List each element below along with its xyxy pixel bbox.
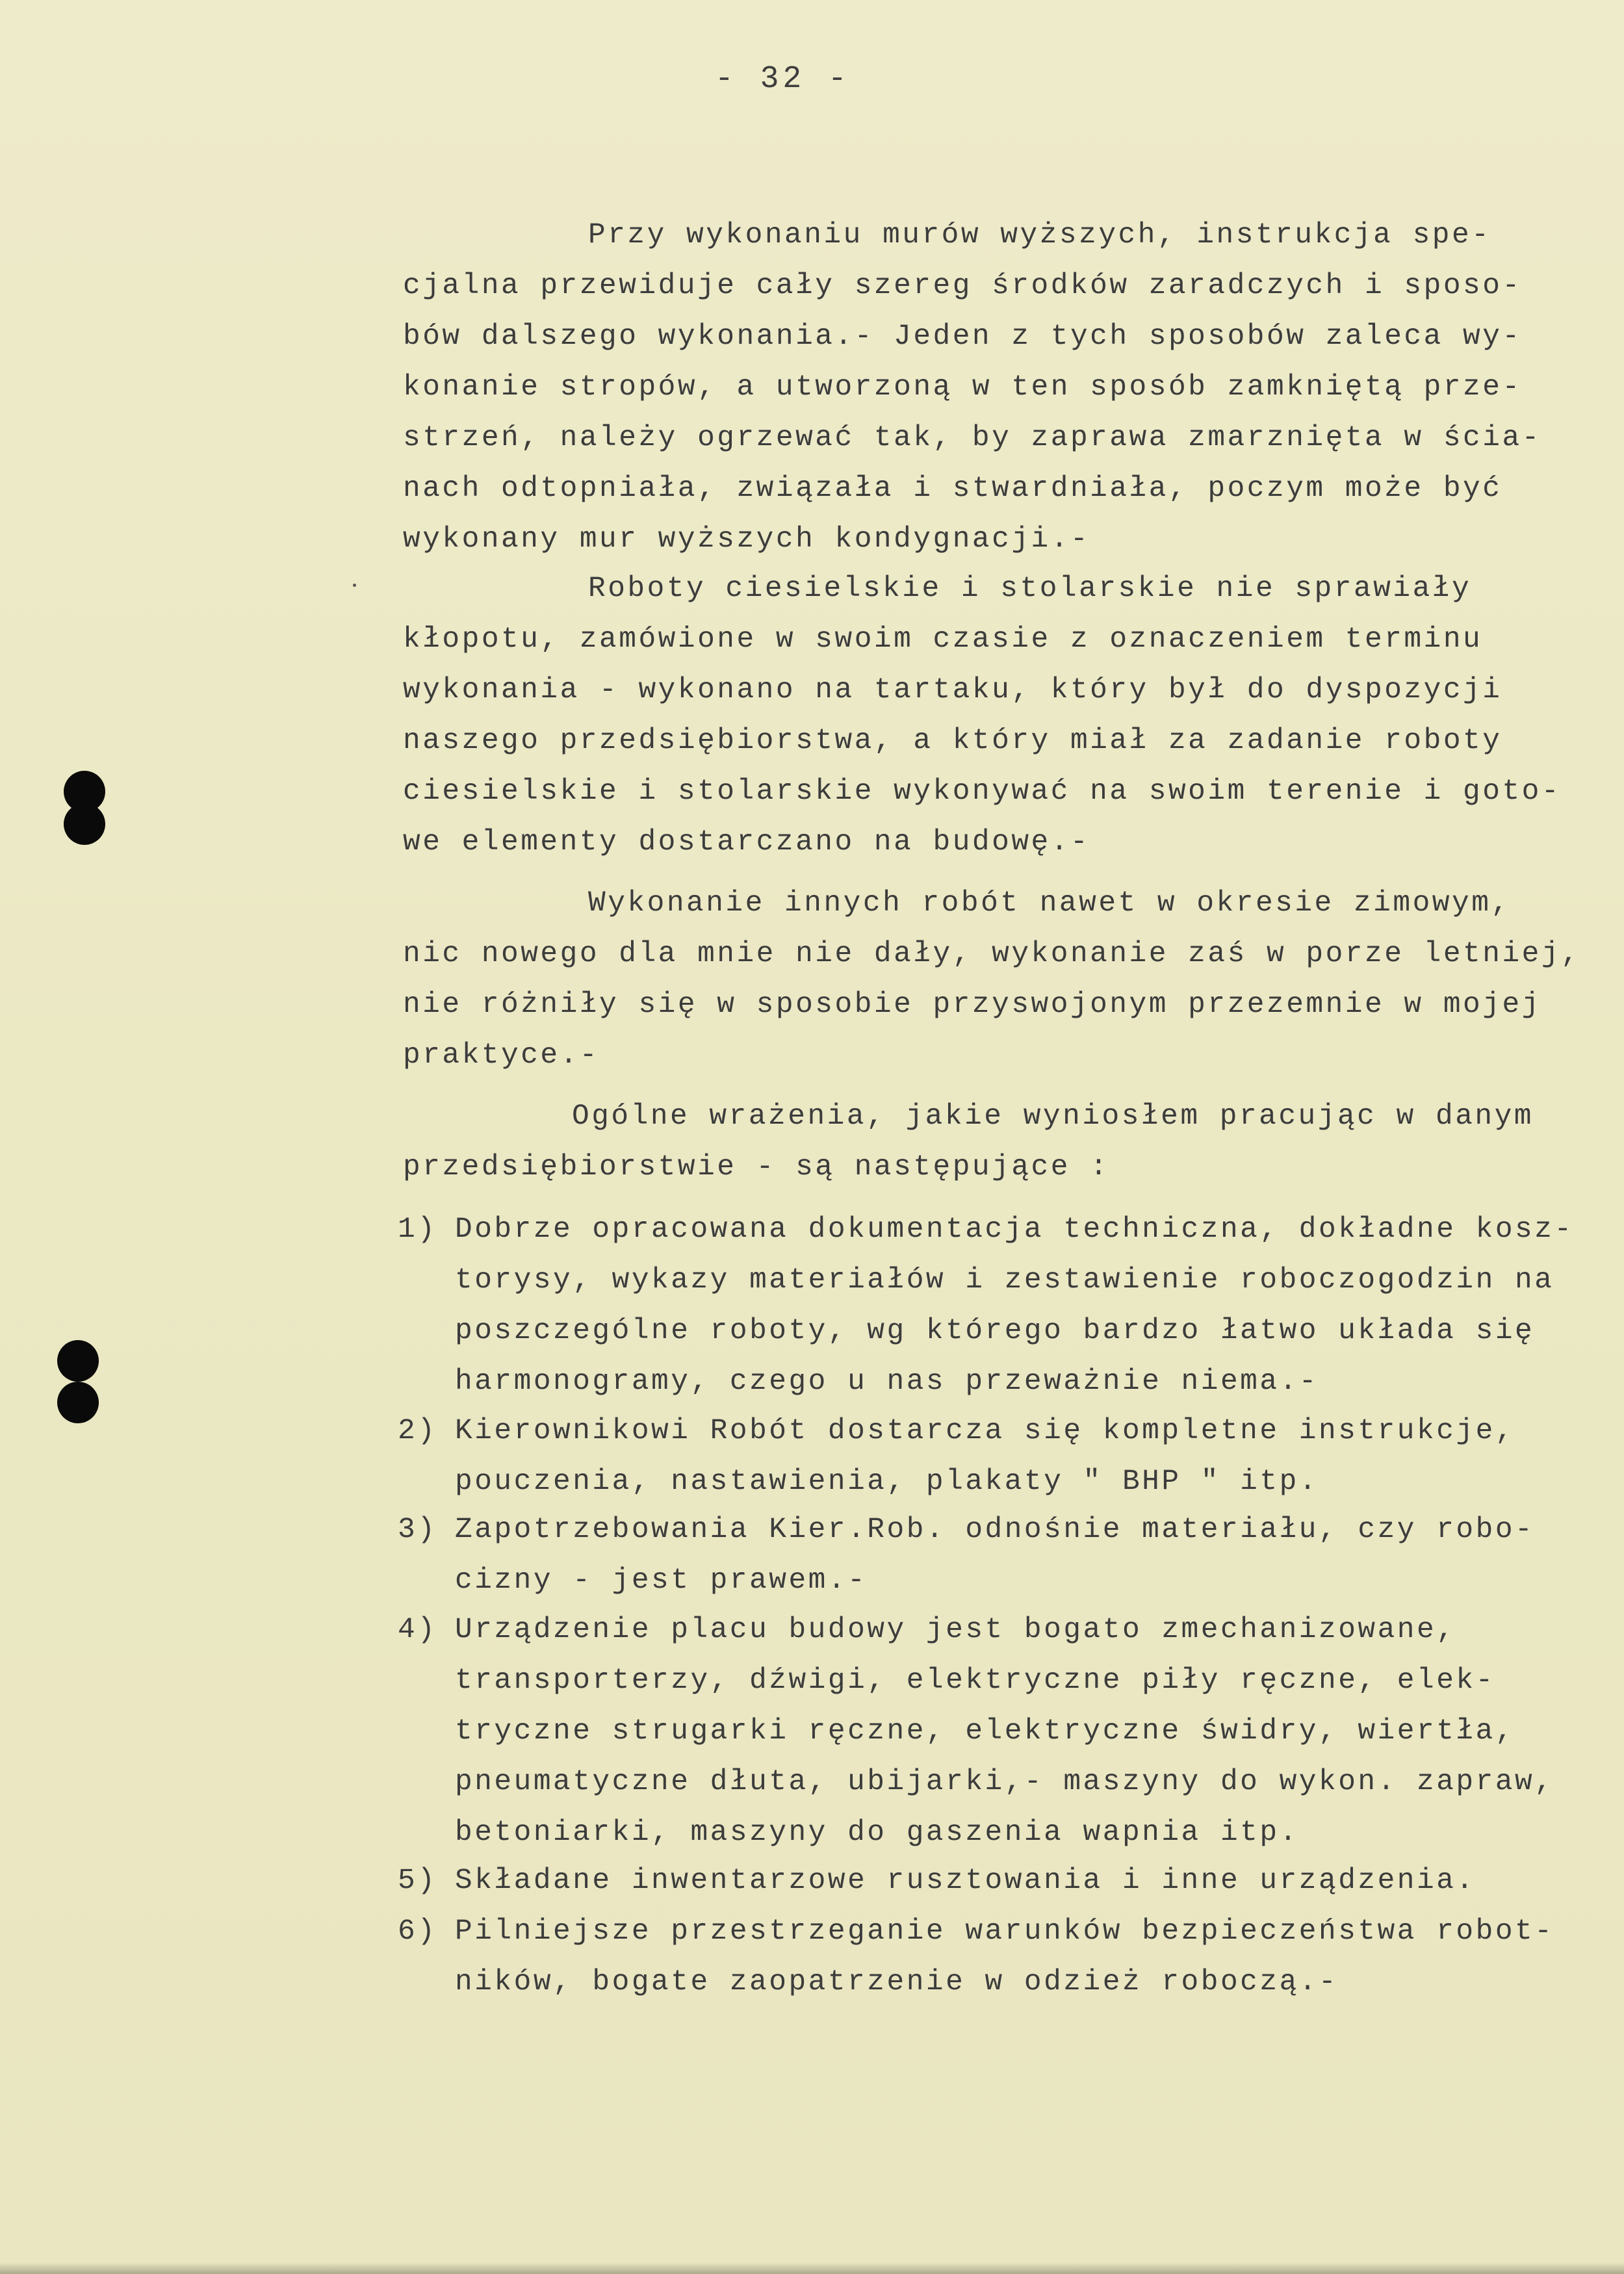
list-item-line: Kierownikowi Robót dostarcza się kompletne instrukcje, xyxy=(455,1415,1515,1447)
paragraph-line: nic nowego dla mnie nie dały, wykonanie zaś w porze letniej, xyxy=(403,938,1581,970)
list-item-line: poszczególne roboty, wg którego bardzo łatwo układa się xyxy=(455,1315,1535,1347)
paragraph-line: bów dalszego wykonania.- Jeden z tych sposobów zaleca wy- xyxy=(403,320,1522,353)
paragraph-line: Roboty ciesielskie i stolarskie nie sprawiały xyxy=(588,573,1472,605)
list-item-line: Zapotrzebowania Kier.Rob. odnośnie materiału, czy robo- xyxy=(455,1514,1535,1546)
list-item-line: betoniarki, maszyny do gaszenia wapnia itp. xyxy=(455,1816,1299,1849)
paragraph-line: praktyce.- xyxy=(403,1039,600,1072)
page-number: - 32 - xyxy=(715,62,851,97)
list-item-line: cizny - jest prawem.- xyxy=(455,1564,868,1597)
list-item-line: Pilniejsze przestrzeganie warunków bezpieczeństwa robot- xyxy=(455,1915,1554,1948)
paragraph-line: Ogólne wrażenia, jakie wyniosłem pracując w danym xyxy=(572,1100,1534,1133)
list-item-number: 2) xyxy=(398,1415,437,1447)
scan-bottom-edge xyxy=(0,2262,1624,2274)
list-item-line: transporterzy, dźwigi, elektryczne piły ręczne, elek- xyxy=(455,1664,1495,1697)
paragraph-line: cjalna przewiduje cały szereg środków zaradczych i sposo- xyxy=(403,270,1522,302)
list-item-line: Urządzenie placu budowy jest bogato zmechanizowane, xyxy=(455,1614,1456,1646)
paragraph-line: wykonany mur wyższych kondygnacji.- xyxy=(403,523,1090,556)
list-item-line: Składane inwentarzowe rusztowania i inne urządzenia. xyxy=(455,1865,1476,1897)
paragraph-line: przedsiębiorstwie - są następujące : xyxy=(403,1151,1110,1183)
binder-hole xyxy=(64,803,105,845)
paragraph-line: nach odtopniała, związała i stwardniała, poczym może być xyxy=(403,472,1502,505)
binder-hole xyxy=(57,1382,99,1423)
list-item-number: 4) xyxy=(398,1614,437,1646)
binder-hole xyxy=(57,1340,99,1382)
list-item-line: Dobrze opracowana dokumentacja techniczna, dokładne kosz- xyxy=(455,1213,1574,1246)
list-item-number: 6) xyxy=(398,1915,437,1948)
list-item-number: 1) xyxy=(398,1213,437,1246)
list-item-line: ników, bogate zaopatrzenie w odzież roboczą.- xyxy=(455,1966,1339,1998)
list-item-line: torysy, wykazy materiałów i zestawienie roboczogodzin na xyxy=(455,1264,1554,1297)
paragraph-line: ciesielskie i stolarskie wykonywać na swoim terenie i goto- xyxy=(403,775,1562,808)
paragraph-line: konanie stropów, a utworzoną w ten sposób zamkniętą prze- xyxy=(403,371,1522,404)
paragraph-line: naszego przedsiębiorstwa, a który miał za zadanie roboty xyxy=(403,725,1502,757)
list-item-number: 3) xyxy=(398,1514,437,1546)
list-item-number: 5) xyxy=(398,1865,437,1897)
paragraph-line: we elementy dostarczano na budowę.- xyxy=(403,826,1090,859)
list-item-line: tryczne strugarki ręczne, elektryczne świdry, wiertła, xyxy=(455,1715,1515,1748)
list-item-line: harmonogramy, czego u nas przeważnie niema.- xyxy=(455,1365,1319,1398)
paragraph-line: Wykonanie innych robót nawet w okresie zimowym, xyxy=(588,887,1511,920)
list-item-line: pneumatyczne dłuta, ubijarki,- maszyny do wykon. zapraw, xyxy=(455,1766,1554,1798)
paragraph-line: strzeń, należy ogrzewać tak, by zaprawa zmarznięta w ścia- xyxy=(403,422,1541,454)
paragraph-line: kłopotu, zamówione w swoim czasie z oznaczeniem terminu xyxy=(403,623,1483,656)
scan-speck xyxy=(353,584,356,587)
list-item-line: pouczenia, nastawienia, plakaty " BHP " itp. xyxy=(455,1466,1319,1498)
paragraph-line: nie różniły się w sposobie przyswojonym przezemnie w mojej xyxy=(403,988,1541,1021)
paragraph-line: Przy wykonaniu murów wyższych, instrukcja spe- xyxy=(588,219,1491,252)
paragraph-line: wykonania - wykonano na tartaku, który był do dyspozycji xyxy=(403,674,1502,706)
